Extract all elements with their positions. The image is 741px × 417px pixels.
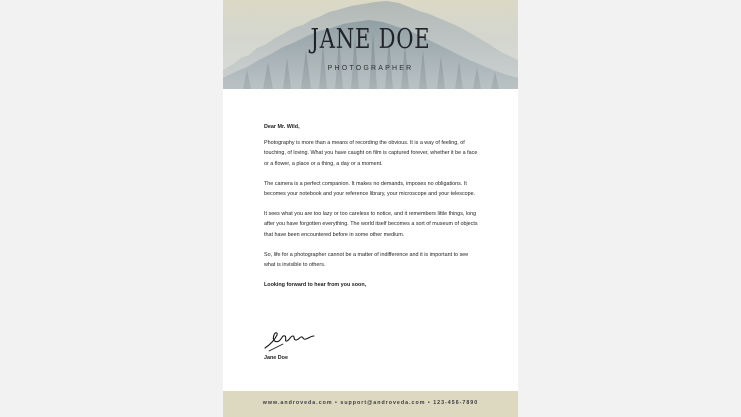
letter-body	[264, 122, 479, 290]
letter-paragraph-4: So, life for a photographer cannot be a matter of indifference and it is important to see what is invisible to others.	[264, 251, 469, 269]
footer-band	[223, 391, 518, 417]
signer-name: Jane Doe	[264, 355, 288, 361]
footer-contact: www.androveda.com • support@androveda.com • 123-456-7890	[262, 400, 479, 406]
header-banner	[223, 0, 518, 89]
letter-greeting: Dear Mr. Wild,	[264, 124, 300, 130]
letter-page	[223, 0, 518, 417]
handwritten-signature	[263, 327, 315, 353]
letter-paragraph-2: The camera is a perfect companion. It makes no demands, imposes no obligations. It becomes your notebook and your reference library, your microscope and your telescope.	[264, 180, 476, 198]
letter-paragraph-3: It sees what you are too lazy or too careless to notice, and it remembers little things, long after you have forgotten everything. The world itself becomes a sort of museum of objects that have been encountered before in some other medium.	[264, 211, 478, 238]
letter-paragraph-1: Photography is more than a means of recording the obvious. It is a way of feeling, of touching, of loving. What you have caught on film is captured forever, whether it be a face or a flower, a place or a thing, a day or a moment.	[264, 140, 478, 167]
photographer-name: JANE DOE	[310, 24, 431, 55]
photographer-role: PHOTOGRAPHER	[327, 65, 414, 72]
letter-closing: Looking forward to hear from you soon,	[264, 282, 367, 289]
